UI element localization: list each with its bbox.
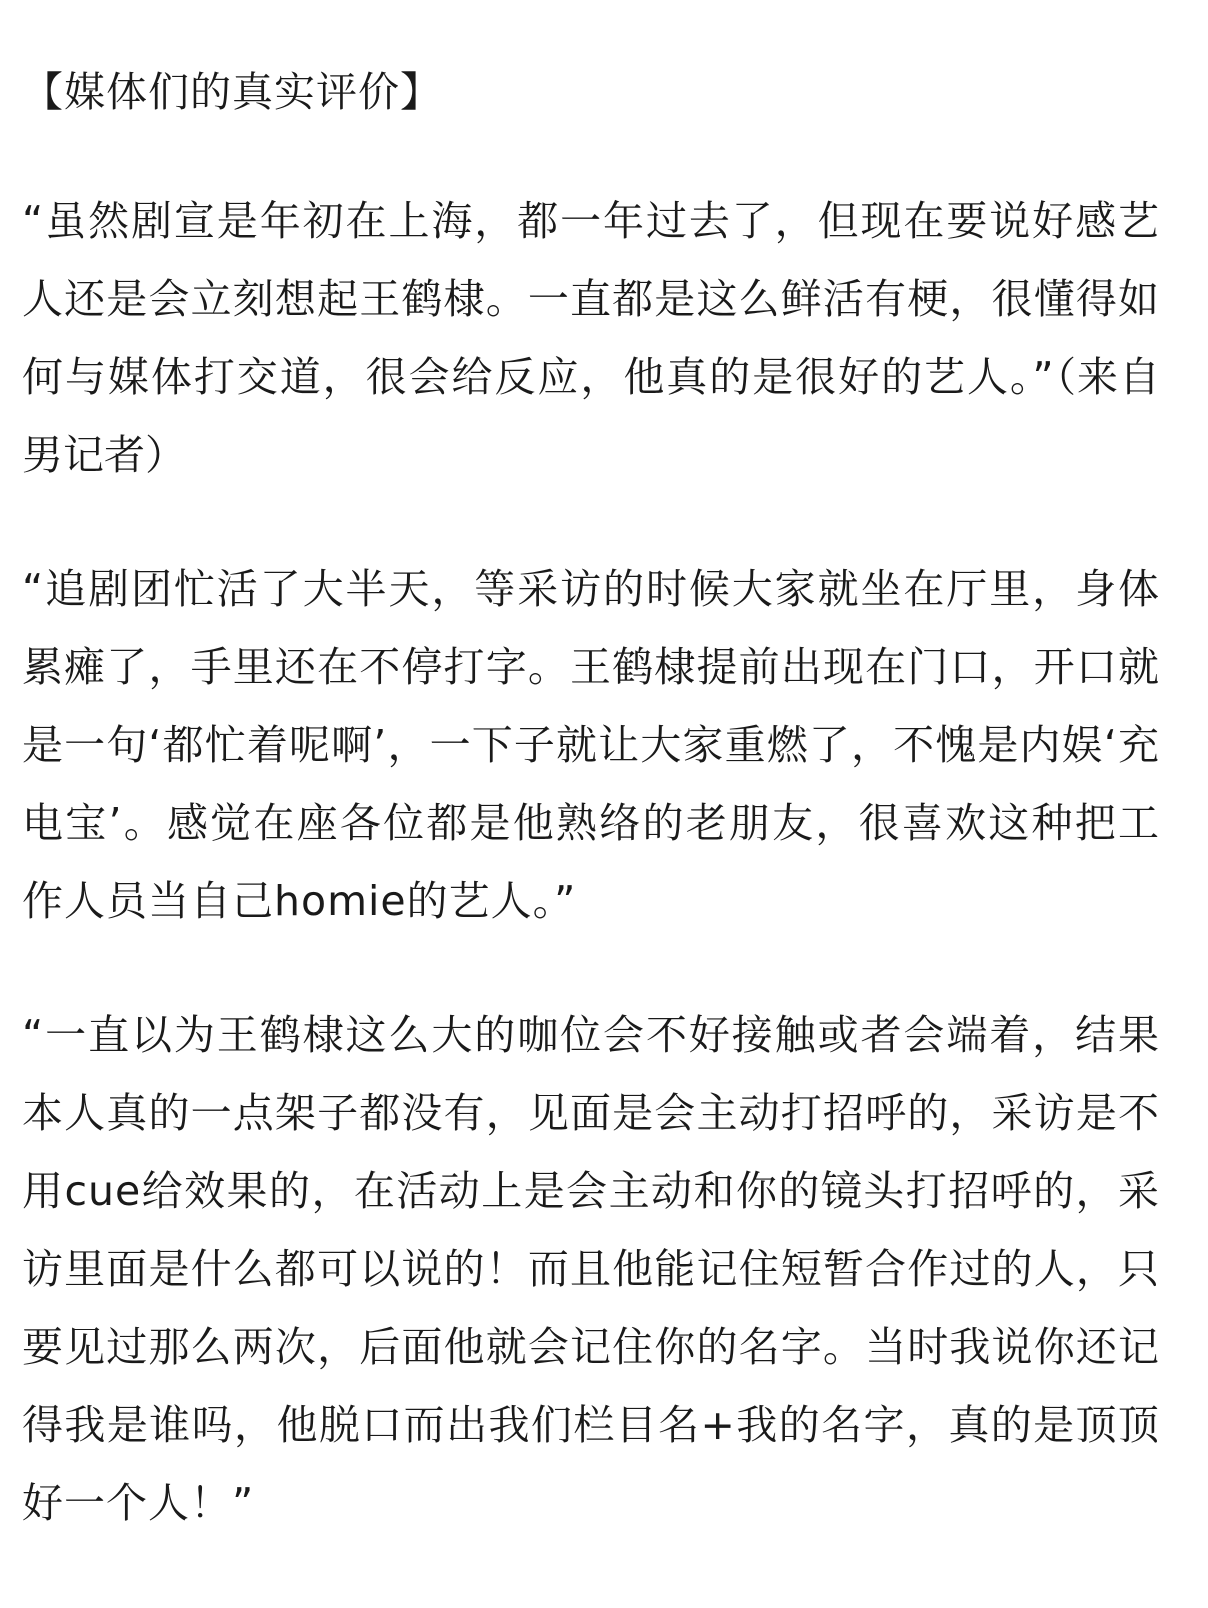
quote-text-2: “追剧团忙活了大半天，等采访的时候大家就坐在厅里，身体累瘫了，手里还在不停打字。王鹤棣提前出现在门口，开口就是一句‘都忙着呢啊’，一下子就让大家重燃了，不愧是内娱‘充电宝’。感觉在座各位都是他熟络的老朋友，很喜欢这种把工作人员当自己homie的艺人。”: [22, 565, 1160, 925]
quote-paragraph-2: [22, 550, 1160, 940]
quote-attribution-1: （来自男记者）: [22, 353, 1161, 479]
quote-paragraph-1: [22, 182, 1160, 494]
quote-text-3: “一直以为王鹤棣这么大的咖位会不好接触或者会端着，结果本人真的一点架子都没有，见面是会主动打招呼的，采访是不用cue给效果的，在活动上是会主动和你的镜头打招呼的，采访里面是什么都可以说的！而且他能记住短暂合作过的人，只要见过那么两次，后面他就会记住你的名字。当时我说你还记得我是谁吗，他脱口而出我们栏目名+我的名字，真的是顶顶好一个人！”: [22, 1011, 1160, 1527]
quote-paragraph-3: [22, 996, 1160, 1542]
article-title: 【媒体们的真实评价】: [22, 68, 442, 116]
quote-text-1: “虽然剧宣是年初在上海，都一年过去了，但现在要说好感艺人还是会立刻想起王鹤棣。一直都是这么鲜活有梗，很懂得如何与媒体打交道，很会给反应，他真的是很好的艺人。”: [22, 197, 1160, 401]
